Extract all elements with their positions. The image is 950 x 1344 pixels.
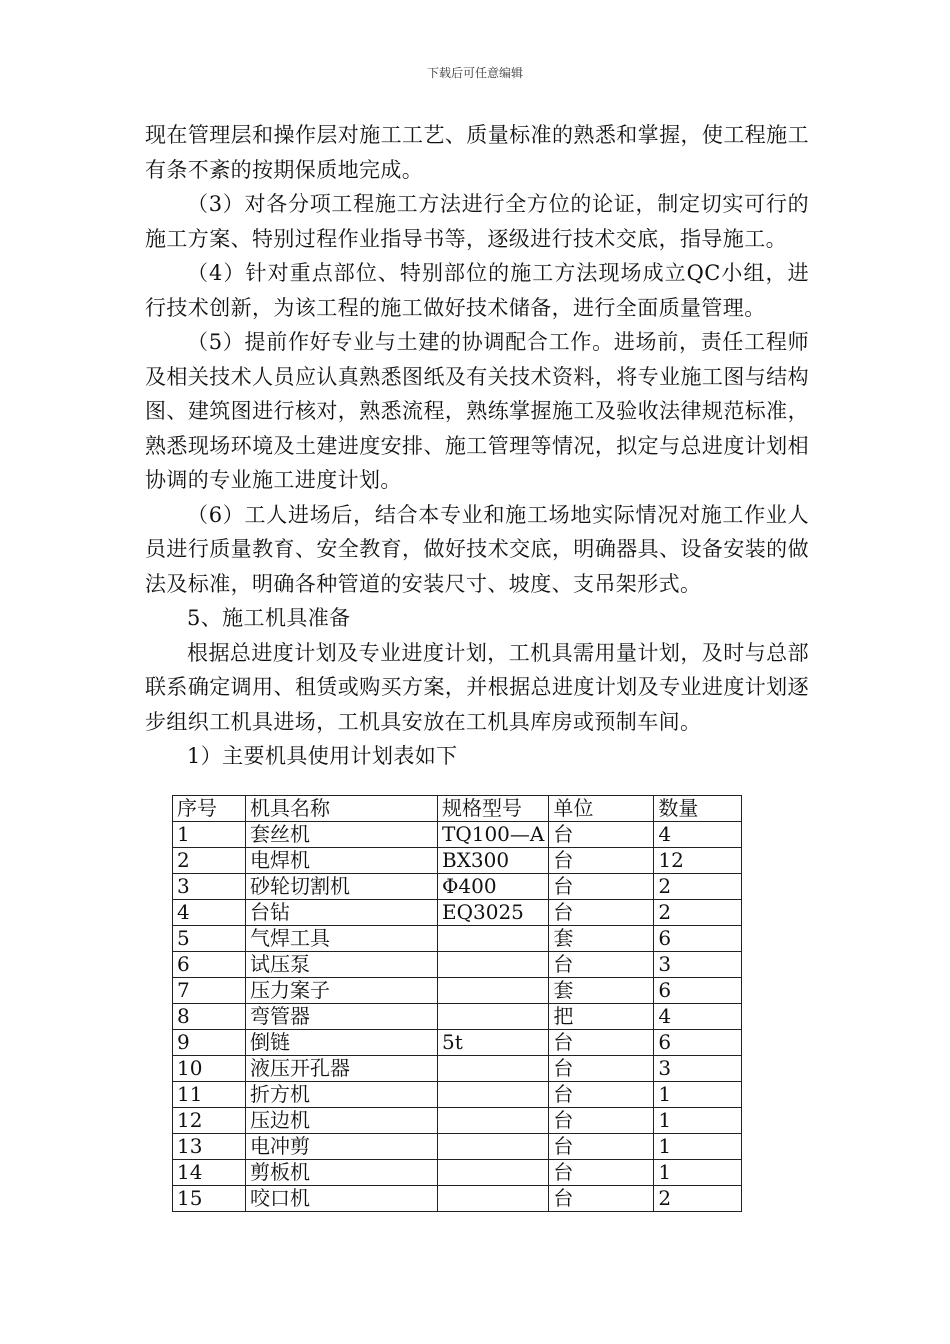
table-cell-index: 12: [173, 1108, 246, 1134]
table-cell-model: [438, 1160, 549, 1186]
table-cell-name: 砂轮切割机: [246, 874, 438, 900]
table-cell-quantity: 1: [654, 1134, 742, 1160]
table-cell-unit: 台: [549, 848, 654, 874]
table-cell-model: Φ400: [438, 874, 549, 900]
table-header-row: [173, 796, 742, 822]
table-cell-quantity: 6: [654, 978, 742, 1004]
table-cell-name: 电冲剪: [246, 1134, 438, 1160]
table-cell-index: 10: [173, 1056, 246, 1082]
paragraph-item-3: （3）对各分项工程施工方法进行全方位的论证，制定切实可行的施工方案、特别过程作业指导书等，逐级进行技术交底，指导施工。: [145, 192, 809, 251]
table-row: [173, 978, 742, 1004]
table-cell-index: 3: [173, 874, 246, 900]
table-cell-name: 倒链: [246, 1030, 438, 1056]
table-cell-name: 气焊工具: [246, 926, 438, 952]
header-cell-index: 序号: [173, 796, 246, 822]
table-cell-index: 13: [173, 1134, 246, 1160]
table-caption: 1）主要机具使用计划表如下: [187, 744, 458, 768]
paragraph-equipment: 根据总进度计划及专业进度计划，工机具需用量计划，及时与总部联系确定调用、租赁或购买方案，并根据总进度计划及专业进度计划逐步组织工机具进场，工机具安放在工机具库房或预制车间。: [145, 640, 809, 734]
table-row: [173, 874, 742, 900]
table-cell-quantity: 3: [654, 1056, 742, 1082]
table-cell-name: 液压开孔器: [246, 1056, 438, 1082]
table-cell-quantity: 2: [654, 900, 742, 926]
table-cell-quantity: 1: [654, 1082, 742, 1108]
table-cell-model: [438, 1108, 549, 1134]
table-cell-index: 8: [173, 1004, 246, 1030]
table-row: [173, 1108, 742, 1134]
table-row: [173, 822, 742, 848]
header-cell-name: 机具名称: [246, 796, 438, 822]
table-cell-index: 1: [173, 822, 246, 848]
table-cell-quantity: 1: [654, 1108, 742, 1134]
table-cell-index: 15: [173, 1186, 246, 1212]
table-cell-quantity: 4: [654, 1004, 742, 1030]
table-cell-index: 7: [173, 978, 246, 1004]
table-cell-unit: 把: [549, 1004, 654, 1030]
table-cell-unit: 台: [549, 1108, 654, 1134]
table-cell-index: 6: [173, 952, 246, 978]
table-row: [173, 1186, 742, 1212]
table-cell-quantity: 4: [654, 822, 742, 848]
page-header: 下载后可任意编辑: [426, 66, 523, 80]
table-row: [173, 1082, 742, 1108]
table-cell-name: 试压泵: [246, 952, 438, 978]
table-cell-index: 4: [173, 900, 246, 926]
table-row: [173, 1160, 742, 1186]
table-cell-quantity: 3: [654, 952, 742, 978]
table-cell-unit: 套: [549, 926, 654, 952]
table-row: [173, 1134, 742, 1160]
table-cell-model: [438, 1004, 549, 1030]
table-cell-name: 剪板机: [246, 1160, 438, 1186]
table-cell-name: 压边机: [246, 1108, 438, 1134]
paragraph-item-4: （4）针对重点部位、特别部位的施工方法现场成立QC小组，进行技术创新，为该工程的施工做好技术储备，进行全面质量管理。: [145, 261, 809, 320]
section-heading: 5、施工机具准备: [187, 606, 351, 630]
table-cell-model: [438, 1186, 549, 1212]
table-cell-model: BX300: [438, 848, 549, 874]
table-cell-model: [438, 978, 549, 1004]
table-cell-unit: 台: [549, 1082, 654, 1108]
table-cell-index: 9: [173, 1030, 246, 1056]
table-cell-quantity: 6: [654, 1030, 742, 1056]
table-cell-model: [438, 952, 549, 978]
table-cell-unit: 台: [549, 1030, 654, 1056]
equipment-table: [172, 795, 742, 1212]
table-cell-name: 折方机: [246, 1082, 438, 1108]
table-row: [173, 848, 742, 874]
table-cell-quantity: 6: [654, 926, 742, 952]
table-cell-name: 套丝机: [246, 822, 438, 848]
table-cell-quantity: 2: [654, 1186, 742, 1212]
table-cell-unit: 台: [549, 874, 654, 900]
paragraph-item-5: （5）提前作好专业与土建的协调配合工作。进场前，责任工程师及相关技术人员应认真熟悉图纸及有关技术资料，将专业施工图与结构图、建筑图进行核对，熟悉流程，熟练掌握施工及验收法律规范标准，熟悉现场环境及土建进度安排、施工管理等情况，拟定与总进度计划相协调的专业施工进度计划。: [145, 330, 809, 492]
table-cell-index: 14: [173, 1160, 246, 1186]
table-row: [173, 1030, 742, 1056]
table-cell-model: [438, 926, 549, 952]
table-cell-model: EQ3025: [438, 900, 549, 926]
table-cell-quantity: 1: [654, 1160, 742, 1186]
table-cell-index: 5: [173, 926, 246, 952]
table-cell-unit: 台: [549, 1160, 654, 1186]
table-cell-model: [438, 1134, 549, 1160]
table-cell-name: 弯管器: [246, 1004, 438, 1030]
table-cell-model: TQ100—A: [438, 822, 549, 848]
paragraph-item-6: （6）工人进场后，结合本专业和施工场地实际情况对施工作业人员进行质量教育、安全教育，做好技术交底，明确器具、设备安装的做法及标准，明确各种管道的安装尺寸、坡度、支吊架形式。: [145, 502, 809, 596]
table-cell-name: 台钻: [246, 900, 438, 926]
table-cell-index: 11: [173, 1082, 246, 1108]
table-row: [173, 926, 742, 952]
table-cell-unit: 台: [549, 952, 654, 978]
table-cell-unit: 台: [549, 822, 654, 848]
paragraph-continuation: 现在管理层和操作层对施工工艺、质量标准的熟悉和掌握，使工程施工有条不紊的按期保质地完成。: [145, 123, 809, 182]
document-body: [145, 118, 809, 774]
table-cell-unit: 套: [549, 978, 654, 1004]
table-cell-name: 咬口机: [246, 1186, 438, 1212]
table-cell-model: [438, 1082, 549, 1108]
table-cell-name: 压力案子: [246, 978, 438, 1004]
header-cell-quantity: 数量: [654, 796, 742, 822]
table-row: [173, 900, 742, 926]
table-cell-unit: 台: [549, 1056, 654, 1082]
table-cell-unit: 台: [549, 900, 654, 926]
table-cell-quantity: 12: [654, 848, 742, 874]
table-row: [173, 1056, 742, 1082]
table-row: [173, 952, 742, 978]
table-cell-unit: 台: [549, 1186, 654, 1212]
table-cell-quantity: 2: [654, 874, 742, 900]
table-row: [173, 1004, 742, 1030]
table-cell-unit: 台: [549, 1134, 654, 1160]
table-cell-index: 2: [173, 848, 246, 874]
table-cell-model: [438, 1056, 549, 1082]
table-cell-name: 电焊机: [246, 848, 438, 874]
header-cell-unit: 单位: [549, 796, 654, 822]
table-cell-model: 5t: [438, 1030, 549, 1056]
header-cell-model: 规格型号: [438, 796, 549, 822]
